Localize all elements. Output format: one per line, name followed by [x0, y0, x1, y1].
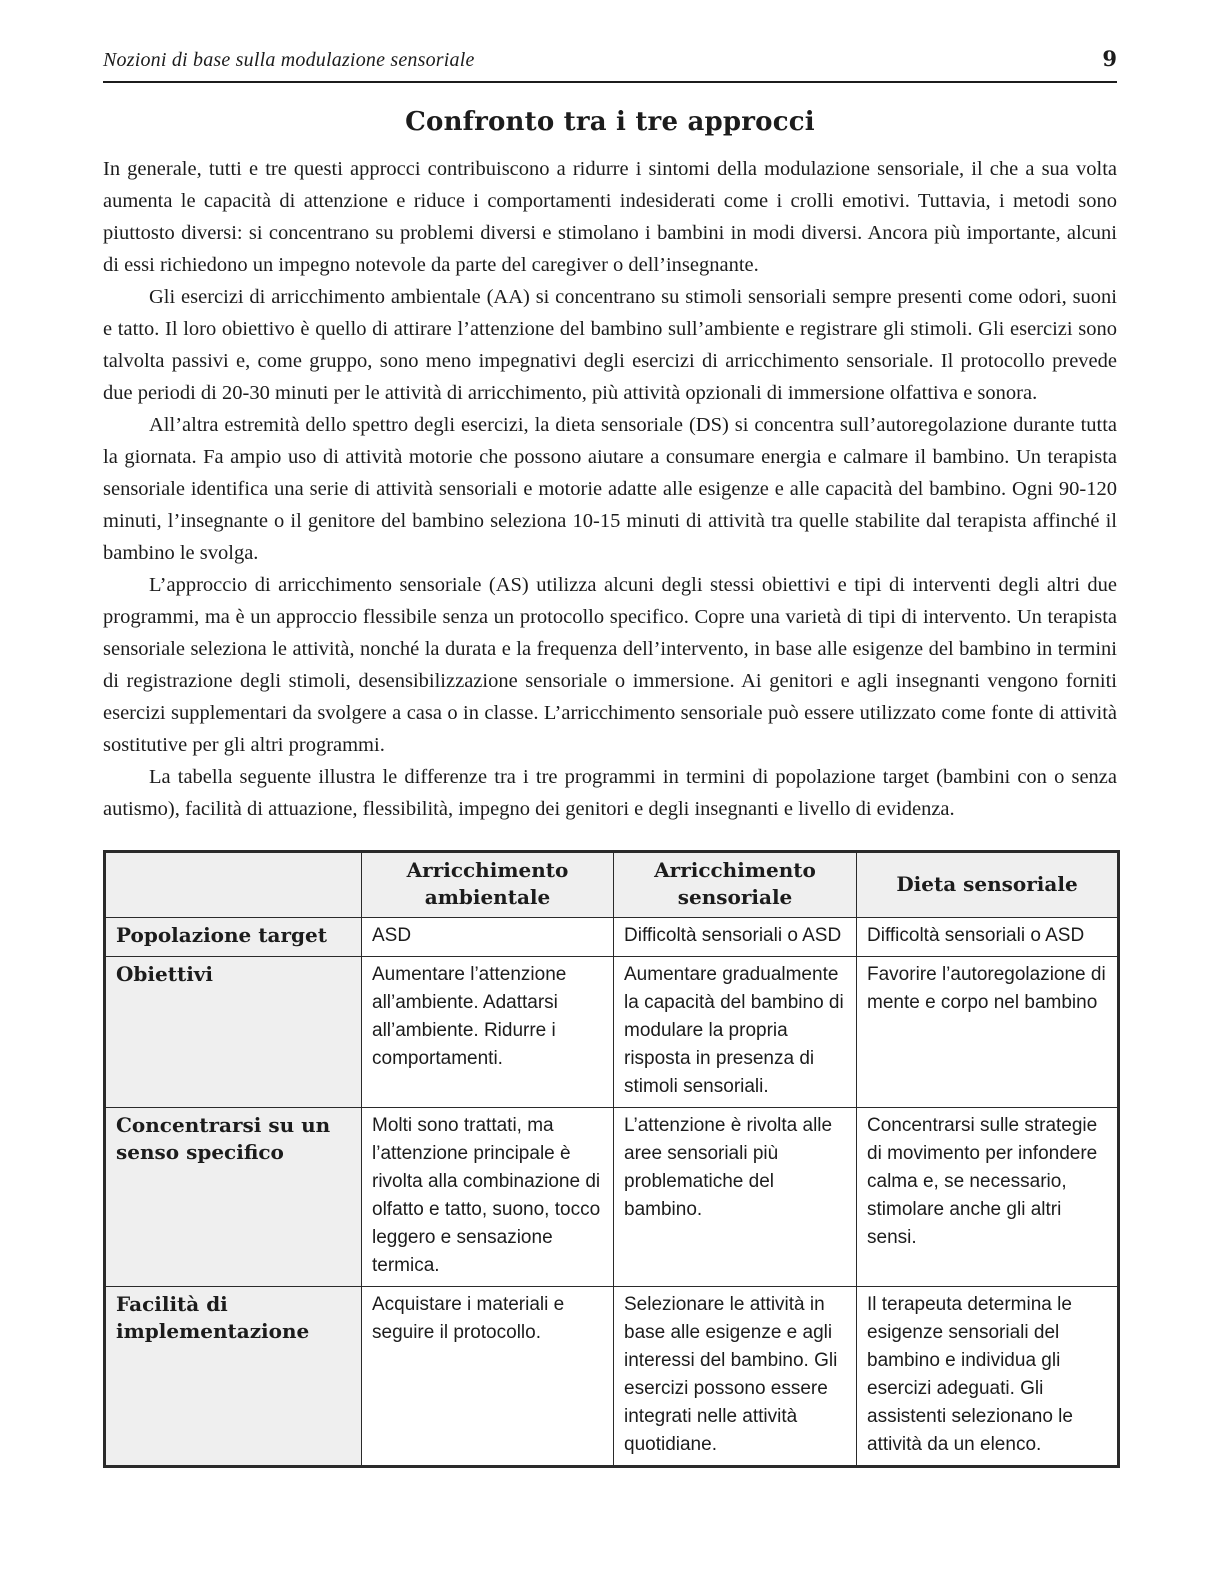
table-header-row: [105, 852, 1119, 918]
table-row-popolazione-target: [105, 918, 1119, 957]
row-label: Facilità di implementazione: [105, 1287, 362, 1467]
table-cell: Favorire l’autoregolazione di mente e corpo nel bambino: [857, 957, 1119, 1108]
page-number: 9: [1102, 46, 1117, 71]
table-cell: Aumentare l’attenzione all’ambiente. Adattarsi all’ambiente. Ridurre i comportamenti.: [362, 957, 614, 1108]
table-cell: Molti sono trattati, ma l’attenzione principale è rivolta alla combinazione di olfatto e tatto, suono, tocco leggero e sensazione termica.: [362, 1108, 614, 1287]
table-cell: L’attenzione è rivolta alle aree sensoriali più problematiche del bambino.: [614, 1108, 857, 1287]
table-cell: Aumentare gradualmente la capacità del bambino di modulare la propria risposta in presenza di stimoli sensoriali.: [614, 957, 857, 1108]
running-head-title: Nozioni di base sulla modulazione sensoriale: [103, 49, 475, 71]
table-row-senso-specifico: [105, 1108, 1119, 1287]
running-head: [103, 46, 1117, 83]
paragraph-3: All’altra estremità dello spettro degli esercizi, la dieta sensoriale (DS) si concentra sull’autoregolazione durante tutta la giornata. Fa ampio uso di attività motorie che possono aiutare a consumare energia e calmare il bambino. Un terapista sensoriale identifica una serie di attività sensoriali e motorie adatte alle esigenze e alle capacità del bambino. Ogni 90-120 minuti, l’insegnante o il genitore del bambino seleziona 10-15 minuti di attività tra quelle stabilite dal terapista affinché il bambino le svolga.: [103, 414, 1117, 564]
table-row-obiettivi: [105, 957, 1119, 1108]
row-label: Concentrarsi su un senso specifico: [105, 1108, 362, 1287]
table-header-empty: [105, 852, 362, 918]
row-label: Popolazione target: [105, 918, 362, 957]
table-header-arricchimento-ambientale: Arricchimento ambientale: [362, 852, 614, 918]
paragraph-5: La tabella seguente illustra le differenze tra i tre programmi in termini di popolazione target (bambini con o senza autismo), facilità di attuazione, flessibilità, impegno dei genitori e degli insegnanti e livello di evidenza.: [103, 766, 1117, 820]
row-label: Obiettivi: [105, 957, 362, 1108]
table-cell: Selezionare le attività in base alle esigenze e agli interessi del bambino. Gli esercizi possono essere integrati nelle attività quotidiane.: [614, 1287, 857, 1467]
page-title: Confronto tra i tre approcci: [405, 107, 815, 137]
table-cell: Difficoltà sensoriali o ASD: [614, 918, 857, 957]
table-header-arricchimento-sensoriale: Arricchimento sensoriale: [614, 852, 857, 918]
table-header-dieta-sensoriale: Dieta sensoriale: [857, 852, 1119, 918]
table-row-facilita-implementazione: [105, 1287, 1119, 1467]
paragraph-2: Gli esercizi di arricchimento ambientale (AA) si concentrano su stimoli sensoriali sempre presenti come odori, suoni e tatto. Il loro obiettivo è quello di attirare l’attenzione del bambino sull’ambiente e registrare gli stimoli. Gli esercizi sono talvolta passivi e, come gruppo, sono meno impegnativi degli esercizi di arricchimento sensoriale. Il protocollo prevede due periodi di 20-30 minuti per le attività di arricchimento, più attività opzionali di immersione olfattiva e sonora.: [103, 286, 1117, 404]
body-text: [103, 153, 1117, 825]
comparison-table: [103, 850, 1120, 1468]
paragraph-4: L’approccio di arricchimento sensoriale (AS) utilizza alcuni degli stessi obiettivi e tipi di interventi degli altri due programmi, ma è un approccio flessibile senza un protocollo specifico. Copre una varietà di tipi di intervento. Un terapista sensoriale seleziona le attività, nonché la durata e la frequenza dell’intervento, in base alle esigenze del bambino in termini di registrazione degli stimoli, desensibilizzazione sensoriale o immersione. Ai genitori e agli insegnanti vengono forniti esercizi supplementari da svolgere a casa o in classe. L’arricchimento sensoriale può essere utilizzato come fonte di attività sostitutive per gli altri programmi.: [103, 574, 1117, 756]
table-cell: Concentrarsi sulle strategie di movimento per infondere calma e, se necessario, stimolare anche gli altri sensi.: [857, 1108, 1119, 1287]
table-cell: ASD: [362, 918, 614, 957]
table-cell: Acquistare i materiali e seguire il protocollo.: [362, 1287, 614, 1467]
paragraph-1: In generale, tutti e tre questi approcci contribuiscono a ridurre i sintomi della modulazione sensoriale, il che a sua volta aumenta le capacità di attenzione e riduce i comportamenti indesiderati come i crolli emotivi. Tuttavia, i metodi sono piuttosto diversi: si concentrano su problemi diversi e stimolano i bambini in modi diversi. Ancora più importante, alcuni di essi richiedono un impegno notevole da parte del caregiver o dell’insegnante.: [103, 158, 1117, 276]
table-cell: Difficoltà sensoriali o ASD: [857, 918, 1119, 957]
table-cell: Il terapeuta determina le esigenze sensoriali del bambino e individua gli esercizi adeguati. Gli assistenti selezionano le attività da un elenco.: [857, 1287, 1119, 1467]
